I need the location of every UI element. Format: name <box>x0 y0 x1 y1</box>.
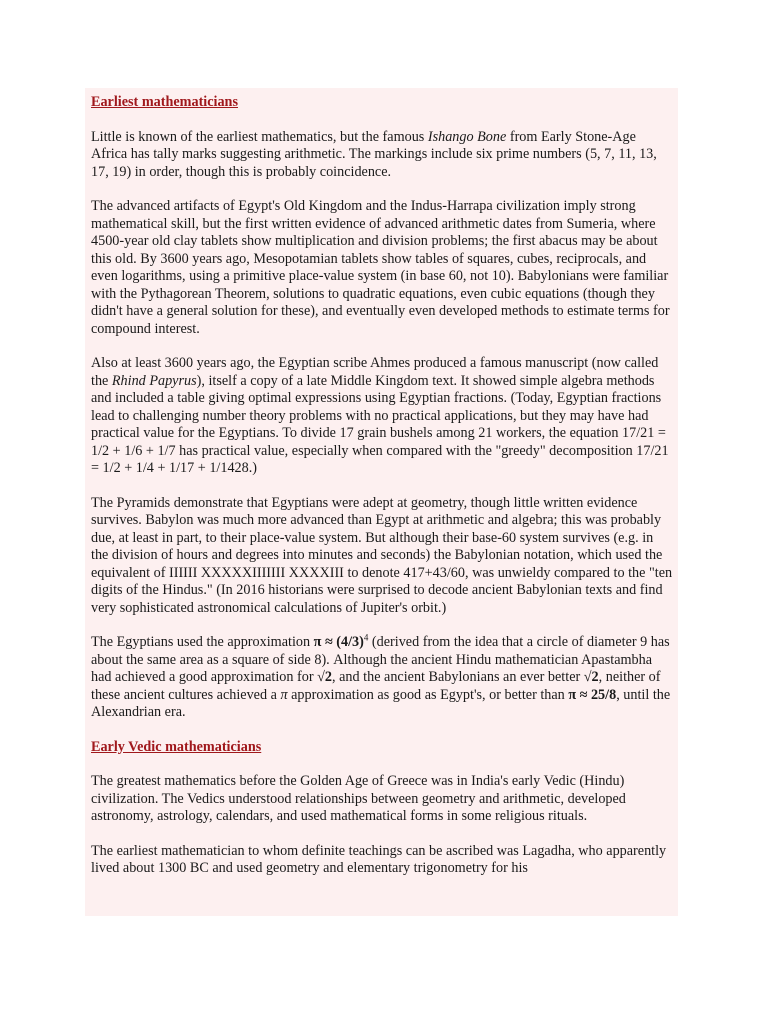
body-paragraph <box>91 198 678 338</box>
text-run: Also at least 3600 years ago, the Egyptian scribe Ahmes produced a famous manuscript (now called the <box>91 355 659 389</box>
exponent: 4 <box>363 632 369 643</box>
formula-text: √2 <box>317 669 333 685</box>
section-heading: Earliest mathematicians <box>91 94 238 110</box>
text-run: , neither of these ancient cultures achieved a <box>91 669 661 703</box>
text-run: (derived from the idea that a circle of diameter 9 has about the same area as a square of side 8). Although the ancient Hindu mathematician Apastambha had achieved a good approximation for <box>91 634 670 685</box>
text-run: Little is known of the earliest mathematics, but the famous <box>91 128 428 145</box>
body-paragraph <box>91 129 678 182</box>
italic-text: Rhind Papyrus <box>111 372 197 389</box>
text-run: The greatest mathematics before the Golden Age of Greece was in India's early Vedic (Hindu) civilization. The Vedics understood relationships between geometry and arithmetic, developed astronomy, astrology, calendars, and used mathematical forms in some religious rituals. <box>91 773 626 824</box>
text-run: from Early Stone-Age Africa has tally marks suggesting arithmetic. The markings include six prime numbers (5, 7, 11, 13, 17, 19) in order, though this is probably coincidence. <box>91 128 657 180</box>
section-heading: Early Vedic mathematicians <box>91 738 262 755</box>
italic-text: π <box>280 686 288 703</box>
formula-text: π ≈ (4/3) <box>313 634 364 650</box>
text-run: The earliest mathematician to whom definite teachings can be ascribed was Lagadha, who apparently lived about 1300 BC and used geometry and elementary trigonometry for his <box>91 842 667 876</box>
text-run: approximation as good as Egypt's, or better than <box>287 686 569 703</box>
article-content <box>85 88 678 916</box>
italic-text: Ishango Bone <box>427 128 507 145</box>
body-paragraph <box>91 634 678 722</box>
text-run: , until the Alexandrian era. <box>91 686 671 720</box>
body-paragraph <box>91 843 678 878</box>
text-run: The Pyramids demonstrate that Egyptians were adept at geometry, though little written evidence survives. Babylon was much more advanced than Egypt at arithmetic and algebra; this was probably due, at least in part, to their place-value system. But although their base-60 system survives (e.g. in the division of hours and degrees into minutes and seconds) the Babylonian notation, which used the equivalent of IIIIII XXXXXIIIIIII XXXXIII to denote 417+43/60, was unwieldy compared to the "ten digits of the Hindus." (In 2016 historians were surprised to decode ancient Babylonian texts and find very sophisticated astronomical calculations of Jupiter's orbit.) <box>91 494 673 616</box>
body-paragraph <box>91 355 678 478</box>
text-run: The Egyptians used the approximation <box>91 634 314 650</box>
text-run: ), itself a copy of a late Middle Kingdom text. It showed simple algebra methods and included a table giving optimal expressions using Egyptian fractions. (Today, Egyptian fractions lead to challenging number theory problems with no practical applications, but they may have had practical value for the Egyptians. To divide 17 grain bushels among 21 workers, the equation 17/21 = 1/2 + 1/6 + 1/7 has practical value, especially when compared with the "greedy" decomposition 17/21 = 1/2 + 1/4 + 1/17 + 1/1428.) <box>91 372 669 476</box>
body-paragraph <box>91 773 678 826</box>
formula-text: √2 <box>583 669 599 685</box>
body-paragraph <box>91 495 678 618</box>
formula-text: π ≈ 25/8 <box>568 686 617 703</box>
text-run: The advanced artifacts of Egypt's Old Kingdom and the Indus-Harrapa civilization imply strong mathematical skill, but the first written evidence of advanced arithmetic dates from Sumeria, where 4500-year old clay tablets show multiplication and division problems; the first abacus may be about this old. By 3600 years ago, Mesopotamian tablets show tables of squares, cubes, reciprocals, and even logarithms, using a primitive place-value system (in base 60, not 10). Babylonians were familiar with the Pythagorean Theorem, solutions to quadratic equations, even cubic equations (though they didn't have a general solution for these), and eventually even developed methods to estimate terms for compound interest. <box>91 198 670 337</box>
text-run: , and the ancient Babylonians an ever better <box>332 669 584 685</box>
